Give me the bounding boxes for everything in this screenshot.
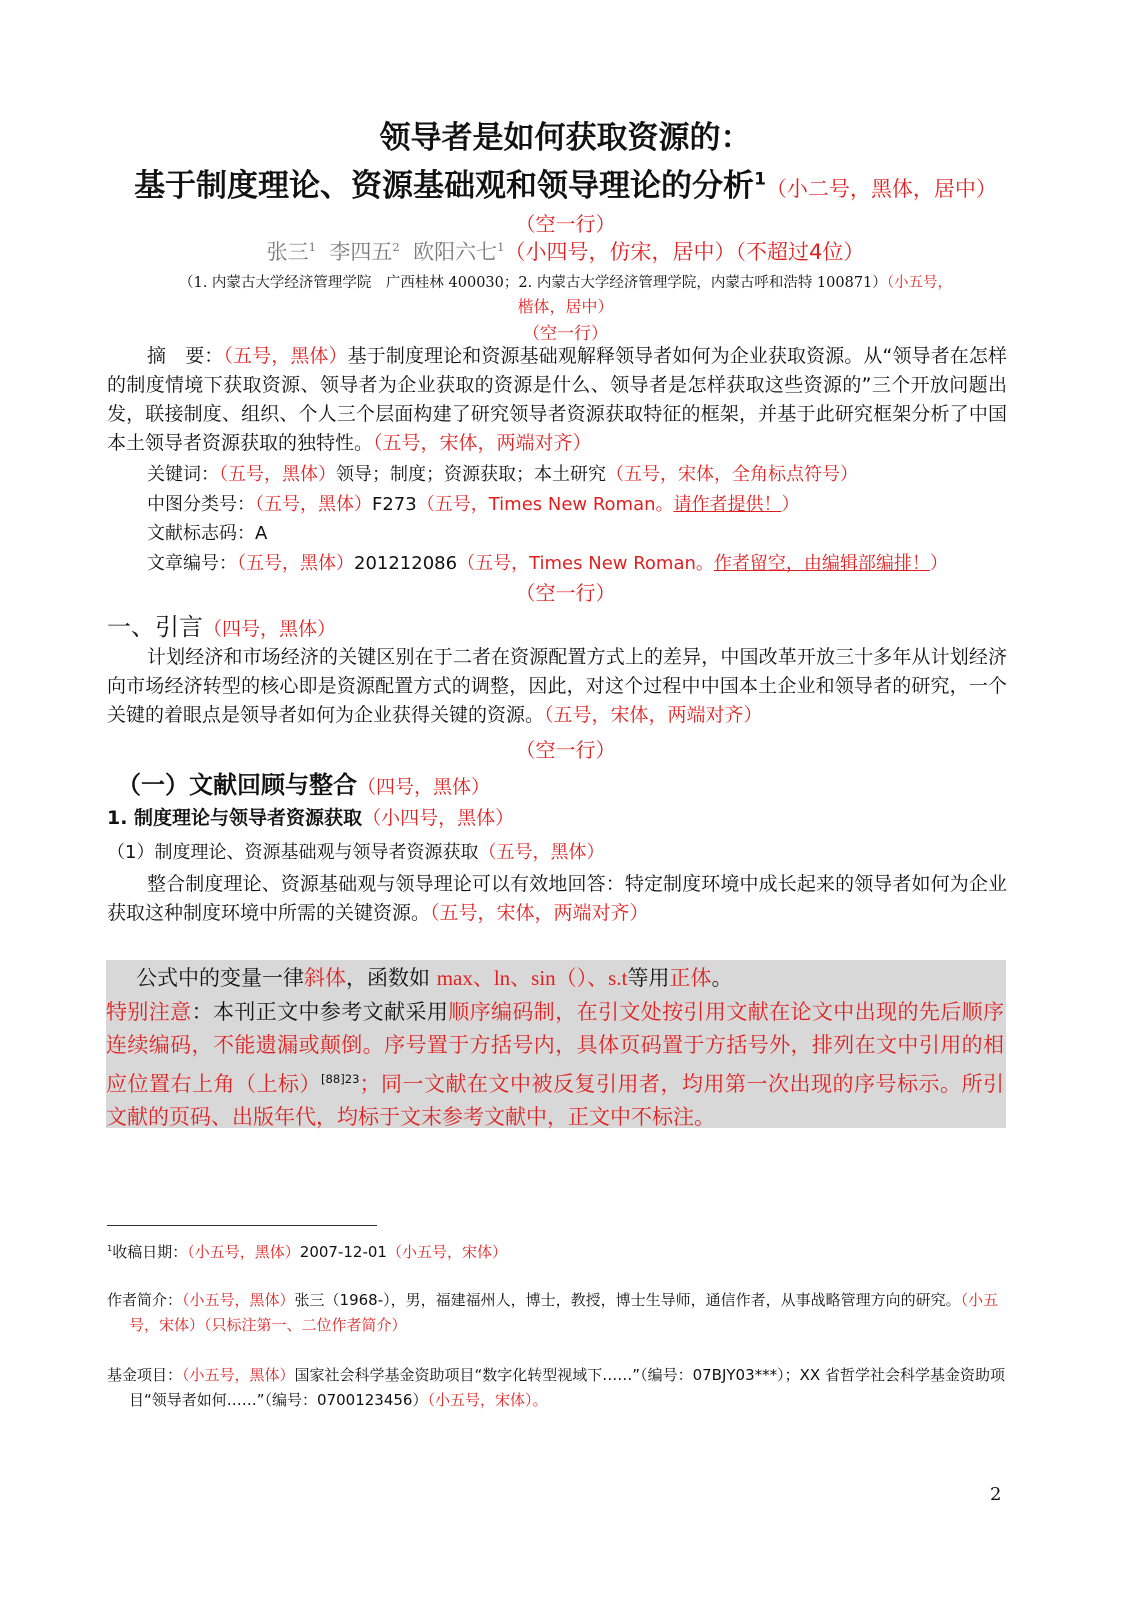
subsection-heading-note: （四号，黑体） xyxy=(357,776,491,798)
author-2-mark: 2 xyxy=(392,240,400,254)
author-3: 欧阳六七 xyxy=(413,240,498,264)
article-no-label: 文章编号： xyxy=(147,553,237,574)
subsection-heading xyxy=(117,765,490,800)
article-no-label-note: （五号，黑体） xyxy=(237,553,354,574)
doc-code-value: A xyxy=(255,523,268,544)
formula-note-functions: max、ln、sin（）、s.t xyxy=(436,966,628,990)
keywords-text: 领导；制度；资源获取；本土研究 xyxy=(336,464,606,485)
title-footnote-mark: 1 xyxy=(754,169,766,190)
author-3-mark: 1 xyxy=(497,240,505,254)
footnote-mark: 1 xyxy=(107,1243,113,1253)
title-line-2-text: 基于制度理论、资源基础观和领导理论的分析 xyxy=(134,168,755,204)
keywords-format-note: （五号，宋体，全角标点符号） xyxy=(606,464,858,485)
doc-code-line xyxy=(147,519,267,545)
clc-author-note: 请作者提供！ xyxy=(673,494,782,515)
level4-heading-note: （五号，黑体） xyxy=(478,842,605,863)
formatting-note-text xyxy=(106,962,1004,1135)
formula-note-3: ，函数如 xyxy=(346,966,437,990)
bio-label-note: （小五号，黑体） xyxy=(182,1291,295,1309)
footnote-received xyxy=(107,1236,1007,1265)
author-2: 李四五 xyxy=(329,240,393,264)
integration-format-note: （五号，宋体，两端对齐） xyxy=(430,902,649,924)
title-format-note: （小二号，黑体，居中） xyxy=(765,177,997,201)
formula-note-7: 。 xyxy=(711,966,733,990)
special-note-label: 特别注意 xyxy=(106,999,192,1024)
keywords-label-note: （五号，黑体） xyxy=(219,464,336,485)
special-note-3: 顺序编码制，在引文处按引用文献在论文中出现的先后顺序连续编码，不能遗漏或颠倒。序号置于方括号内，具体页码置于方括号外，排列在文中引用的相应位置右上角（上标） xyxy=(106,999,1005,1096)
received-date: 2007-12-01 xyxy=(299,1243,387,1261)
funding-label: 基金项目： xyxy=(107,1366,183,1384)
funding-label-note: （小五号，黑体） xyxy=(182,1366,295,1384)
bio-text: 张三（1968-），男，福建福州人，博士，教授，博士生导师，通信作者，从事战略管理方向的研究。 xyxy=(294,1291,961,1309)
formatting-note-box xyxy=(106,960,1006,1128)
integration-text: 整合制度理论、资源基础观与领导理论可以有效地回答：特定制度环境中成长起来的领导者如何为企业获取这种制度环境中所需的关键资源。 xyxy=(107,873,1007,924)
section-heading-1 xyxy=(107,607,336,642)
keywords-label: 关键词： xyxy=(147,464,219,485)
doc-code-label: 文献标志码： xyxy=(147,523,255,544)
subsubsection-heading-note: （小四号，黑体） xyxy=(362,807,515,829)
received-format-note: （小五号，宋体） xyxy=(386,1243,507,1261)
special-note-2: ：本刊正文中参考文献采用 xyxy=(191,999,449,1024)
level4-heading xyxy=(107,838,604,864)
level4-heading-text: （1）制度理论、资源基础观与领导者资源获取 xyxy=(107,842,479,863)
abstract-label-note: （五号，黑体） xyxy=(223,345,348,367)
author-format-note: （小四号，仿宋，居中）（不超过4位） xyxy=(504,240,865,264)
abstract-label: 摘 要： xyxy=(147,345,224,367)
abstract-text: 基于制度理论和资源基础观解释领导者如何为企业获取资源。从“领导者在怎样的制度情境下获取资源、领导者为企业获取的资源是什么、领导者是怎样获取这些资源的”三个开放问题出发，联接制度、组织、个人三个层面构建了研究领导者资源获取特征的框架，并基于此研究框架分析了中国本土领导者资源获取的独特性。 xyxy=(107,345,1007,454)
article-no-value: 201212086 xyxy=(354,553,458,574)
footnote-author-bio xyxy=(107,1288,1007,1338)
clc-format-note-end: ） xyxy=(781,494,800,515)
funding-format-note: （小五号，宋体）。 xyxy=(427,1391,548,1409)
special-note-citation: [88]23 xyxy=(321,1071,360,1086)
subsection-heading-text: （一）文献回顾与整合 xyxy=(117,771,357,799)
clc-label: 中图分类号： xyxy=(147,494,255,515)
formula-note-1: 公式中的变量一律 xyxy=(136,966,304,990)
bio-label: 作者简介： xyxy=(107,1291,183,1309)
intro-format-note: （五号，宋体，两端对齐） xyxy=(544,704,763,726)
formula-note-5: 等用 xyxy=(627,966,670,990)
special-note-5: ；同一文献在文中被反复引用者，均用第一次出现的序号标示。所引文献的页码、出版年代，均标于文末参考文献中，正文中不标注。 xyxy=(106,1071,1005,1129)
keywords-line xyxy=(147,460,858,486)
clc-label-note: （五号，黑体） xyxy=(255,494,372,515)
formula-note-italic: 斜体 xyxy=(304,966,346,990)
affiliation-text: （1. 内蒙古大学经济管理学院 广西桂林 400030；2. 内蒙古大学经济管理学院，内蒙古呼和浩特 100871） xyxy=(178,275,887,291)
subsubsection-heading-text: 1. 制度理论与领导者资源获取 xyxy=(107,807,363,829)
article-no-format-note-end: ） xyxy=(929,553,948,574)
subsubsection-heading xyxy=(107,803,514,830)
clc-format-note: （五号，Times New Roman。 xyxy=(416,494,674,515)
article-no-format-note: （五号，Times New Roman。 xyxy=(457,553,714,574)
title-line-1: 领导者是如何获取资源的： xyxy=(379,120,752,156)
funding-text: 国家社会科学基金资助项目“数字化转型视域下……”（编号：07BJY03***）；XX 省哲学社会科学基金资助项目“领导者如何……”（编号：0700123456） xyxy=(129,1366,1005,1409)
intro-text: 计划经济和市场经济的关键区别在于二者在资源配置方式上的差异，中国改革开放三十多年从计划经济向市场经济转型的核心即是资源配置方式的调整，因此，对这个过程中中国本土企业和领导者的研究，一个关键的着眼点是领导者如何为企业获得关键的资源。 xyxy=(107,646,1007,726)
footnote-divider xyxy=(107,1225,377,1226)
article-no-line xyxy=(147,549,948,575)
affiliation-format-note-b: 楷体，居中） xyxy=(517,297,614,316)
affiliation-line xyxy=(0,271,1131,292)
footnote-funding xyxy=(107,1363,1007,1413)
author-line xyxy=(0,236,1131,266)
author-1-mark: 1 xyxy=(308,240,317,254)
blank-line-note: （空一行） xyxy=(523,324,608,344)
intro-paragraph xyxy=(107,643,1007,730)
blank-line-note: （空一行） xyxy=(515,212,616,236)
formula-note-upright: 正体 xyxy=(669,966,712,990)
affiliation-format-note-a: （小五号， xyxy=(886,275,953,291)
section-heading-text: 一、引言 xyxy=(107,613,203,641)
author-1: 张三 xyxy=(266,240,309,264)
blank-line-note: （空一行） xyxy=(515,738,616,762)
abstract-format-note: （五号，宋体，两端对齐） xyxy=(373,432,592,454)
abstract-paragraph xyxy=(107,342,1007,458)
article-no-author-note: 作者留空，由编辑部编排！ xyxy=(713,553,930,574)
integration-paragraph xyxy=(107,870,1007,928)
received-label: 收稿日期： xyxy=(112,1243,188,1261)
clc-value: F273 xyxy=(372,494,417,515)
page-number: 2 xyxy=(990,1484,1002,1505)
clc-line xyxy=(147,490,800,516)
bio-format-note: （小五号，宋体）（只标注第一、二位作者简介） xyxy=(129,1291,999,1334)
section-heading-note: （四号，黑体） xyxy=(203,618,337,640)
received-label-note: （小五号，黑体） xyxy=(187,1243,300,1261)
title-line-2 xyxy=(0,160,1131,205)
blank-line-note: （空一行） xyxy=(515,581,616,605)
